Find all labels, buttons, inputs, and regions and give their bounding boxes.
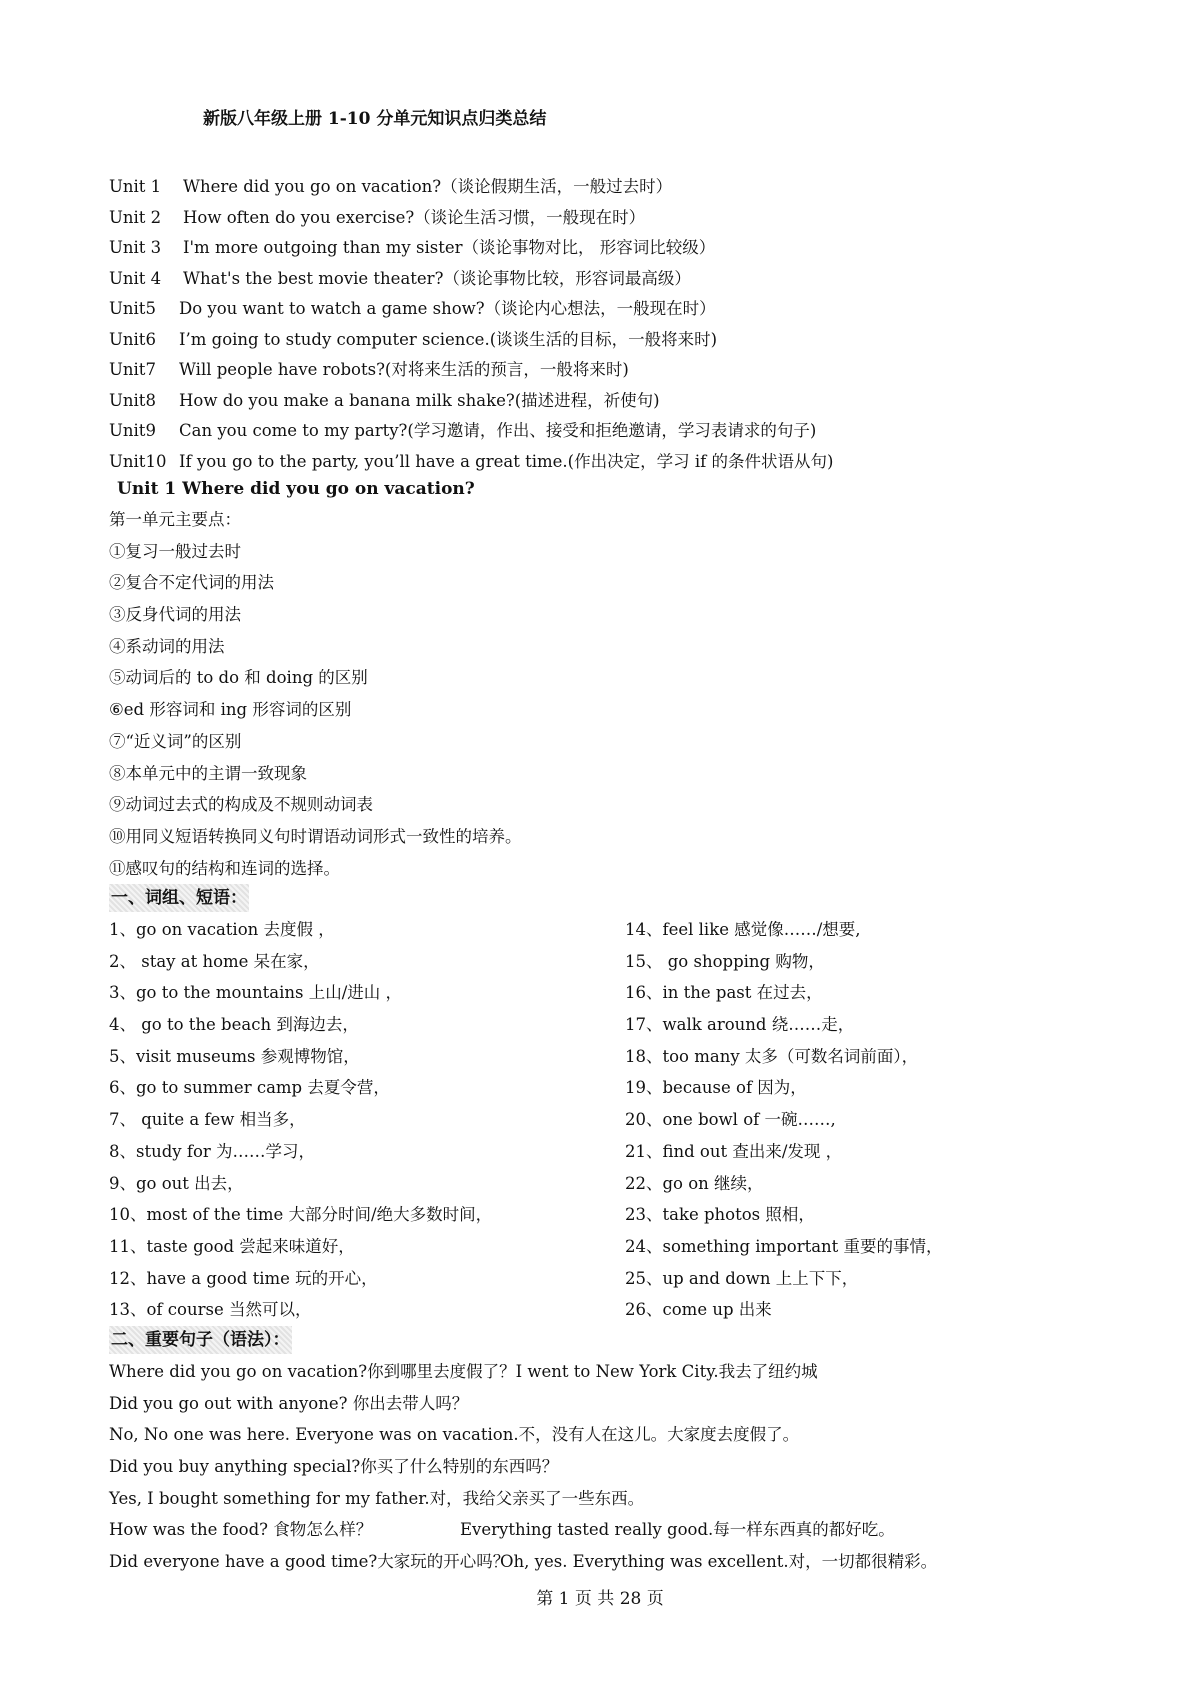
phrase-item: 2、 stay at home 呆在家， (109, 951, 320, 971)
sentences-list (109, 1356, 937, 1578)
phrase-item: 8、study for 为……学习， (109, 1141, 316, 1161)
unit-text: If you go to the party, you’ll have a great time.(作出决定，学习 if 的条件状语从句) (179, 451, 834, 471)
main-points-intro: 第一单元主要点： (109, 510, 241, 529)
sentence-text-answer: Everything tasted really good.每一样东西真的都好吃。 (460, 1520, 895, 1540)
unit-label: Unit 2 (109, 207, 162, 227)
unit-label: Unit 4 (109, 268, 162, 288)
main-point-item: ⑤动词后的 to do 和 doing 的区别 (109, 668, 368, 688)
unit-row (109, 203, 833, 234)
main-point-item: ⑧本单元中的主谓一致现象 (109, 763, 307, 783)
phrase-item: 16、in the past 在过去， (625, 983, 823, 1003)
unit-label: Unit5 (109, 299, 156, 318)
unit-list (109, 172, 833, 477)
unit-text: Will people have robots?(对将来生活的预言，一般将来时) (179, 360, 629, 379)
phrase-item: 24、something important 重要的事情， (625, 1236, 943, 1256)
phrase-item: 15、 go shopping 购物， (625, 951, 825, 971)
unit-text: Do you want to watch a game show?（谈论内心想法，一般现在时） (179, 299, 716, 318)
main-point-item: ③反身代词的用法 (109, 605, 241, 625)
phrase-item: 17、walk around 绕……走， (625, 1015, 855, 1035)
main-point-item: ②复合不定代词的用法 (109, 573, 274, 593)
sentence-text: Did everyone have a good time?大家玩的开心吗？ (109, 1552, 510, 1572)
sentence-text: How was the food? 食物怎么样？ (109, 1520, 373, 1540)
unit-text: How do you make a banana milk shake?(描述进程，祈使句) (179, 390, 660, 410)
phrase-item: 9、go out 出去， (109, 1173, 244, 1193)
phrase-item: 20、one bowl of 一碗……, (625, 1110, 836, 1130)
sentence-row (109, 1514, 937, 1546)
phrases-header: 一、词组、短语： (109, 884, 249, 912)
phrase-item: 22、go on 继续， (625, 1173, 764, 1193)
unit-label: Unit 1 (109, 177, 162, 196)
sentence-row (109, 1388, 937, 1420)
phrase-item: 12、have a good time 玩的开心， (109, 1268, 378, 1288)
sentence-row (109, 1419, 937, 1451)
unit-row (109, 294, 833, 325)
main-point-item: ⑥ed 形容词和 ing 形容词的区别 (109, 700, 352, 720)
unit-row (109, 447, 833, 478)
unit-label: Unit 3 (109, 238, 162, 257)
unit-text: Can you come to my party?(学习邀请，作出、接受和拒绝邀请，学习表请求的句子) (179, 421, 817, 440)
sentence-text: Did you go out with anyone? 你出去带人吗？ (109, 1393, 469, 1413)
unit-row (109, 172, 833, 203)
sentence-text: Yes, I bought something for my father.对，我给父亲买了一些东西。 (109, 1488, 645, 1508)
phrase-item: 6、go to summer camp 去夏令营， (109, 1078, 390, 1098)
main-point-item: ⑦“近义词”的区别 (109, 731, 242, 751)
sentence-text-answer: Oh, yes. Everything was excellent.对，一切都很精彩。 (500, 1552, 938, 1572)
page-footer: 第 1 页 共 28 页 (536, 1589, 664, 1609)
main-point-item: ⑨动词过去式的构成及不规则动词表 (109, 795, 373, 815)
main-point-item: ④系动词的用法 (109, 636, 225, 656)
unit-label: Unit6 (109, 329, 156, 349)
unit-row (109, 416, 833, 447)
unit-text: What's the best movie theater?（谈论事物比较，形容词最高级） (183, 268, 691, 288)
unit-row (109, 355, 833, 386)
phrase-item: 10、most of the time 大部分时间/绝大多数时间， (109, 1205, 493, 1225)
phrase-item: 7、 quite a few 相当多， (109, 1110, 306, 1130)
sentence-row (109, 1356, 937, 1388)
sentence-row (109, 1483, 937, 1515)
main-point-item: ⑩用同义短语转换同义句时谓语动词形式一致性的培养。 (109, 826, 522, 846)
main-point-item: ①复习一般过去时 (109, 541, 241, 561)
unit-text: Where did you go on vacation?（谈论假期生活，一般过去时） (183, 177, 673, 196)
sentence-row (109, 1546, 937, 1578)
phrase-item: 4、 go to the beach 到海边去， (109, 1015, 359, 1035)
unit1-heading: Unit 1 Where did you go on vacation? (117, 479, 475, 499)
sentence-text: Where did you go on vacation?你到哪里去度假了？I went to New York City.我去了纽约城 (109, 1362, 818, 1381)
unit-label: Unit7 (109, 360, 156, 379)
phrases-left-column (109, 914, 492, 1326)
phrase-item: 14、feel like 感觉像……/想要, (625, 920, 861, 939)
sentences-header: 二、重要句子（语法）： (109, 1326, 292, 1354)
phrase-item: 11、taste good 尝起来味道好， (109, 1236, 355, 1256)
phrase-item: 25、up and down 上上下下， (625, 1268, 859, 1288)
main-points-list (109, 504, 522, 884)
unit-row (109, 264, 833, 295)
phrase-item: 5、visit museums 参观博物馆， (109, 1046, 360, 1066)
sentence-text: Did you buy anything special?你买了什么特别的东西吗？ (109, 1457, 559, 1477)
unit-text: I’m going to study computer science.(谈谈生活的目标，一般将来时) (179, 329, 718, 349)
sentence-text: No, No one was here. Everyone was on vacation.不，没有人在这儿。大家度去度假了。 (109, 1425, 800, 1445)
unit-text: How often do you exercise?（谈论生活习惯，一般现在时） (183, 207, 646, 227)
document-title: 新版八年级上册 1-10 分单元知识点归类总结 (203, 109, 547, 129)
unit-text: I'm more outgoing than my sister（谈论事物对比， 形容词比较级） (183, 238, 716, 257)
unit-label: Unit8 (109, 390, 156, 410)
phrase-item: 26、come up 出来 (625, 1300, 772, 1320)
phrase-item: 21、find out 查出来/发现 ， (625, 1141, 843, 1161)
phrase-item: 18、too many 太多（可数名词前面）， (625, 1046, 919, 1066)
phrase-item: 1、go on vacation 去度假 ， (109, 920, 335, 939)
phrase-item: 19、because of 因为， (625, 1078, 807, 1098)
phrases-right-column (625, 914, 943, 1326)
sentence-row (109, 1451, 937, 1483)
unit-label: Unit9 (109, 421, 156, 440)
unit-row (109, 386, 833, 417)
unit-label: Unit10 (109, 451, 167, 471)
unit-row (109, 325, 833, 356)
phrase-item: 23、take photos 照相， (625, 1205, 815, 1225)
unit-row (109, 233, 833, 264)
main-point-item: ⑪感叹句的结构和连词的选择。 (109, 858, 340, 878)
phrase-item: 3、go to the mountains 上山/进山 ， (109, 983, 403, 1003)
phrase-item: 13、of course 当然可以， (109, 1300, 312, 1320)
